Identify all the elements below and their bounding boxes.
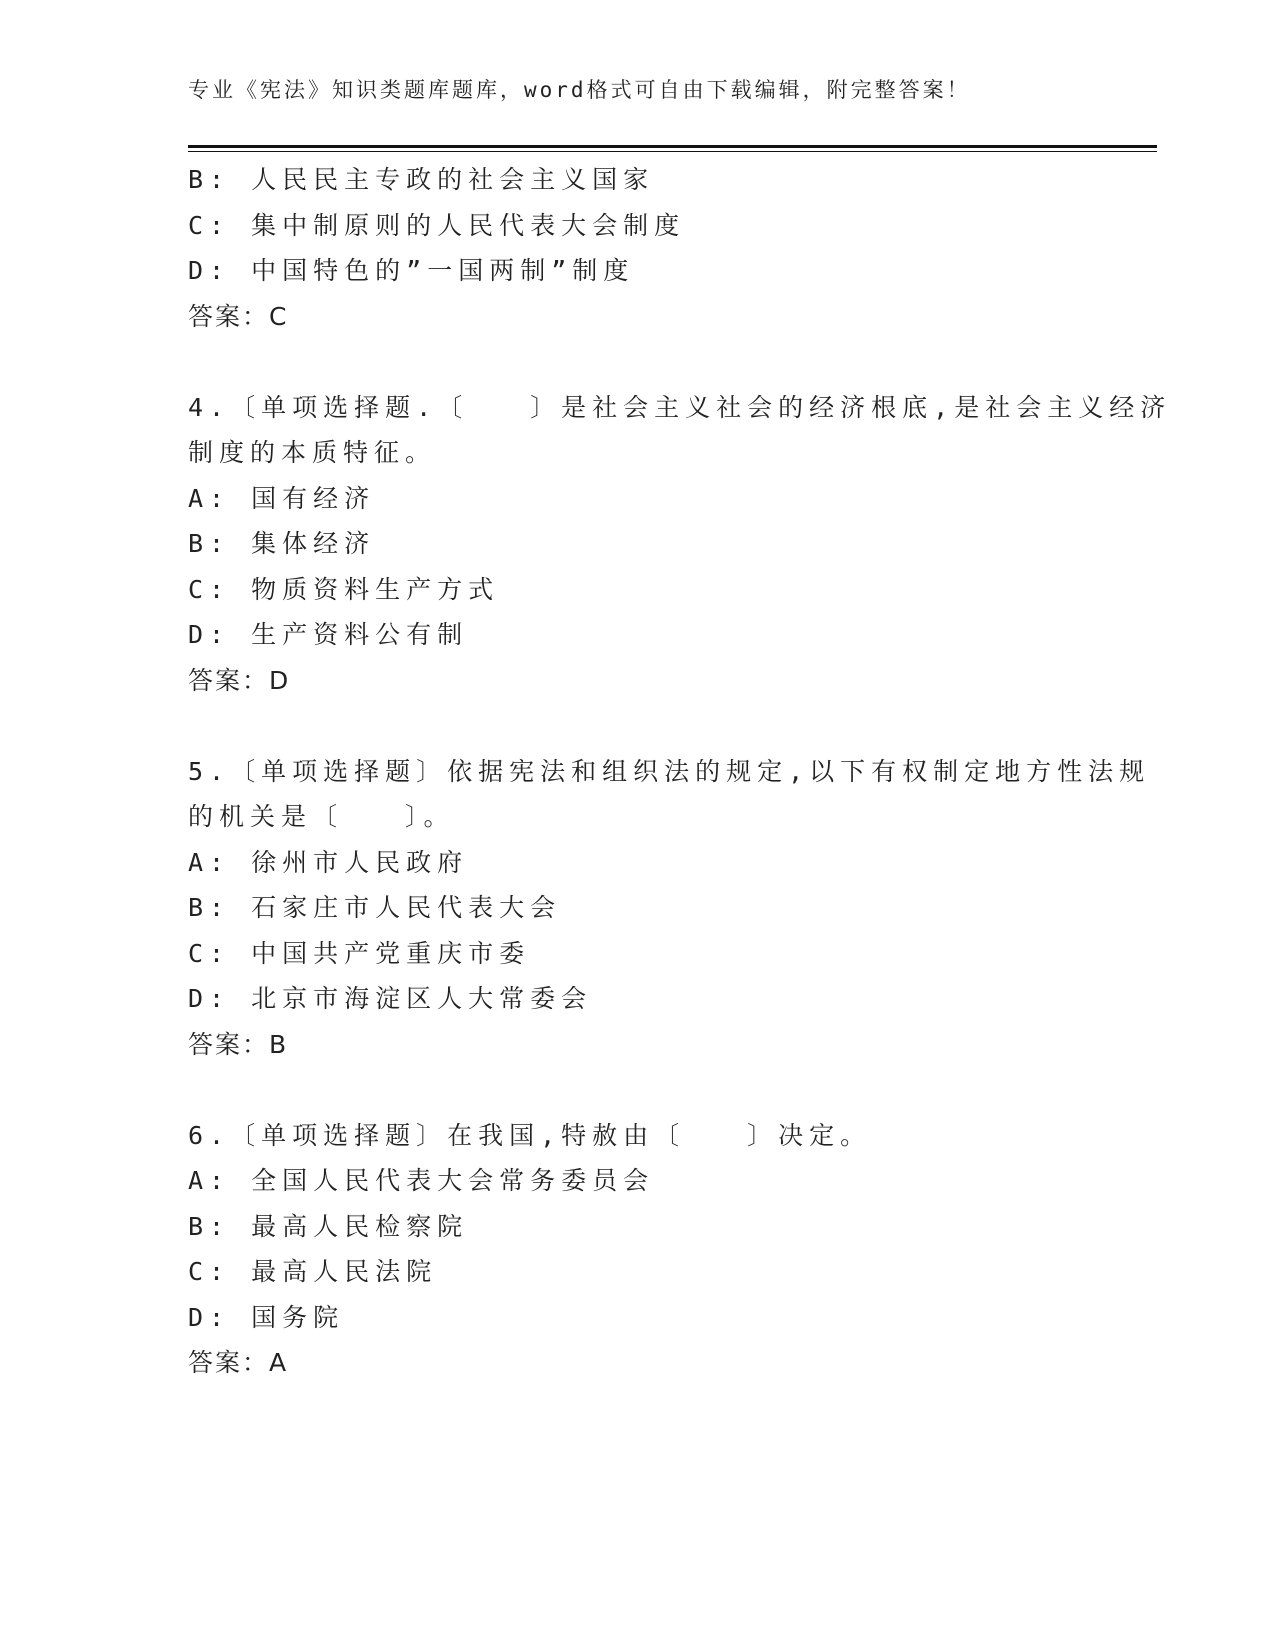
option-c: C: 物质资料生产方式: [188, 574, 500, 604]
document-header: 专业《宪法》知识类题库题库，word格式可自由下载编辑，附完整答案！: [188, 78, 971, 102]
option-a: A: 国有经济: [188, 483, 376, 513]
question-stem: 5.〔单项选择题〕依据宪法和组织法的规定,以下有权制定地方性法规: [188, 756, 1151, 786]
question-list: [188, 157, 1172, 1386]
question-3-tail: [188, 157, 1088, 339]
answer: 答案：D: [188, 665, 291, 695]
spacer: [188, 703, 1088, 749]
question-stem: 4.〔单项选择题.〔 〕是社会主义社会的经济根底,是社会主义经济: [188, 392, 1172, 422]
spacer: [188, 339, 1088, 385]
option-d: D: 国务院: [188, 1302, 345, 1332]
option-a: A: 徐州市人民政府: [188, 847, 469, 877]
option-a: A: 全国人民代表大会常务委员会: [188, 1166, 655, 1195]
question-6: [188, 1113, 1088, 1386]
option-d: D: 北京市海淀区人大常委会: [188, 984, 593, 1013]
answer: 答案：B: [188, 1029, 289, 1059]
question-5: [188, 749, 1151, 1068]
option-b: B: 人民民主专政的社会主义国家: [188, 165, 655, 194]
answer: 答案：C: [188, 301, 289, 331]
option-b: B: 最高人民检察院: [188, 1211, 469, 1241]
question-4: [188, 385, 1172, 704]
spacer: [188, 1067, 1088, 1113]
answer: 答案：A: [188, 1348, 289, 1377]
option-c: C: 集中制原则的人民代表大会制度: [188, 210, 686, 240]
question-stem: 制度的本质特征。: [188, 438, 437, 467]
header-rule-thick: [188, 145, 1157, 148]
option-b: B: 石家庄市人民代表大会: [188, 893, 562, 922]
option-c: C: 最高人民法院: [188, 1257, 438, 1286]
option-b: B: 集体经济: [188, 529, 376, 558]
option-c: C: 中国共产党重庆市委: [188, 938, 531, 968]
option-d: D: 中国特色的”一国两制”制度: [188, 256, 635, 285]
header-rule-thin: [188, 151, 1157, 152]
question-stem: 6.〔单项选择题〕在我国,特赦由〔 〕决定。: [188, 1120, 872, 1150]
question-stem: 的机关是〔 〕。: [188, 802, 455, 831]
option-d: D: 生产资料公有制: [188, 620, 469, 649]
